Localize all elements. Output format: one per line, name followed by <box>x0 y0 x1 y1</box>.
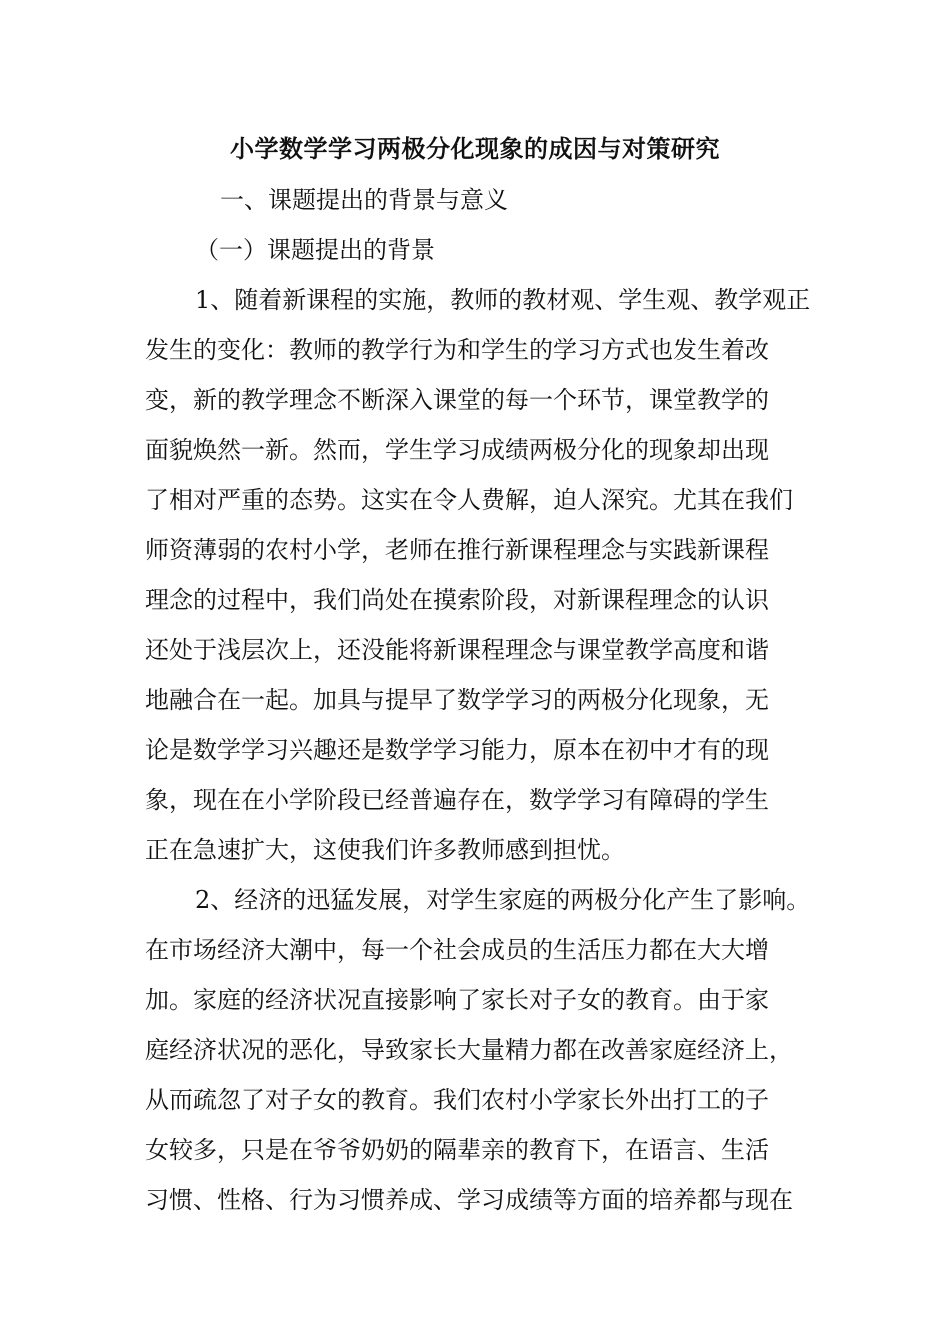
text-line: 师资薄弱的农村小学，老师在推行新课程理念与实践新课程 <box>145 536 769 564</box>
subsection-heading: （一）课题提出的背景 <box>195 236 435 264</box>
text-line: 加。家庭的经济状况直接影响了家长对子女的教育。由于家 <box>145 986 769 1014</box>
text-line: 发生的变化：教师的教学行为和学生的学习方式也发生着改 <box>145 336 769 364</box>
text-line: 在市场经济大潮中，每一个社会成员的生活压力都在大大增 <box>145 936 769 964</box>
text-line: 了相对严重的态势。这实在令人费解，迫人深究。尤其在我们 <box>145 486 793 514</box>
text-line: 2、经济的迅猛发展，对学生家庭的两极分化产生了影响。 <box>195 886 811 914</box>
section-heading: 一、课题提出的背景与意义 <box>220 186 508 214</box>
text-line: 女较多，只是在爷爷奶奶的隔辈亲的教育下，在语言、生活 <box>145 1136 769 1164</box>
text-line: 正在急速扩大，这使我们许多教师感到担忧。 <box>145 836 625 864</box>
text-line: 象，现在在小学阶段已经普遍存在，数学学习有障碍的学生 <box>145 786 769 814</box>
text-line: 变，新的教学理念不断深入课堂的每一个环节，课堂教学的 <box>145 386 769 414</box>
text-line: 庭经济状况的恶化，导致家长大量精力都在改善家庭经济上， <box>145 1036 793 1064</box>
text-line: 还处于浅层次上，还没能将新课程理念与课堂教学高度和谐 <box>145 636 769 664</box>
document-title: 小学数学学习两极分化现象的成因与对策研究 <box>230 134 720 163</box>
text-line: 习惯、性格、行为习惯养成、学习成绩等方面的培养都与现在 <box>145 1186 793 1214</box>
text-line: 理念的过程中，我们尚处在摸索阶段，对新课程理念的认识 <box>145 586 769 614</box>
text-line: 面貌焕然一新。然而，学生学习成绩两极分化的现象却出现 <box>145 436 769 464</box>
text-line: 地融合在一起。加具与提早了数学学习的两极分化现象，无 <box>145 686 769 714</box>
text-line: 论是数学学习兴趣还是数学学习能力，原本在初中才有的现 <box>145 736 769 764</box>
text-line: 1、随着新课程的实施，教师的教材观、学生观、教学观正 <box>195 286 811 314</box>
text-line: 从而疏忽了对子女的教育。我们农村小学家长外出打工的子 <box>145 1086 769 1114</box>
